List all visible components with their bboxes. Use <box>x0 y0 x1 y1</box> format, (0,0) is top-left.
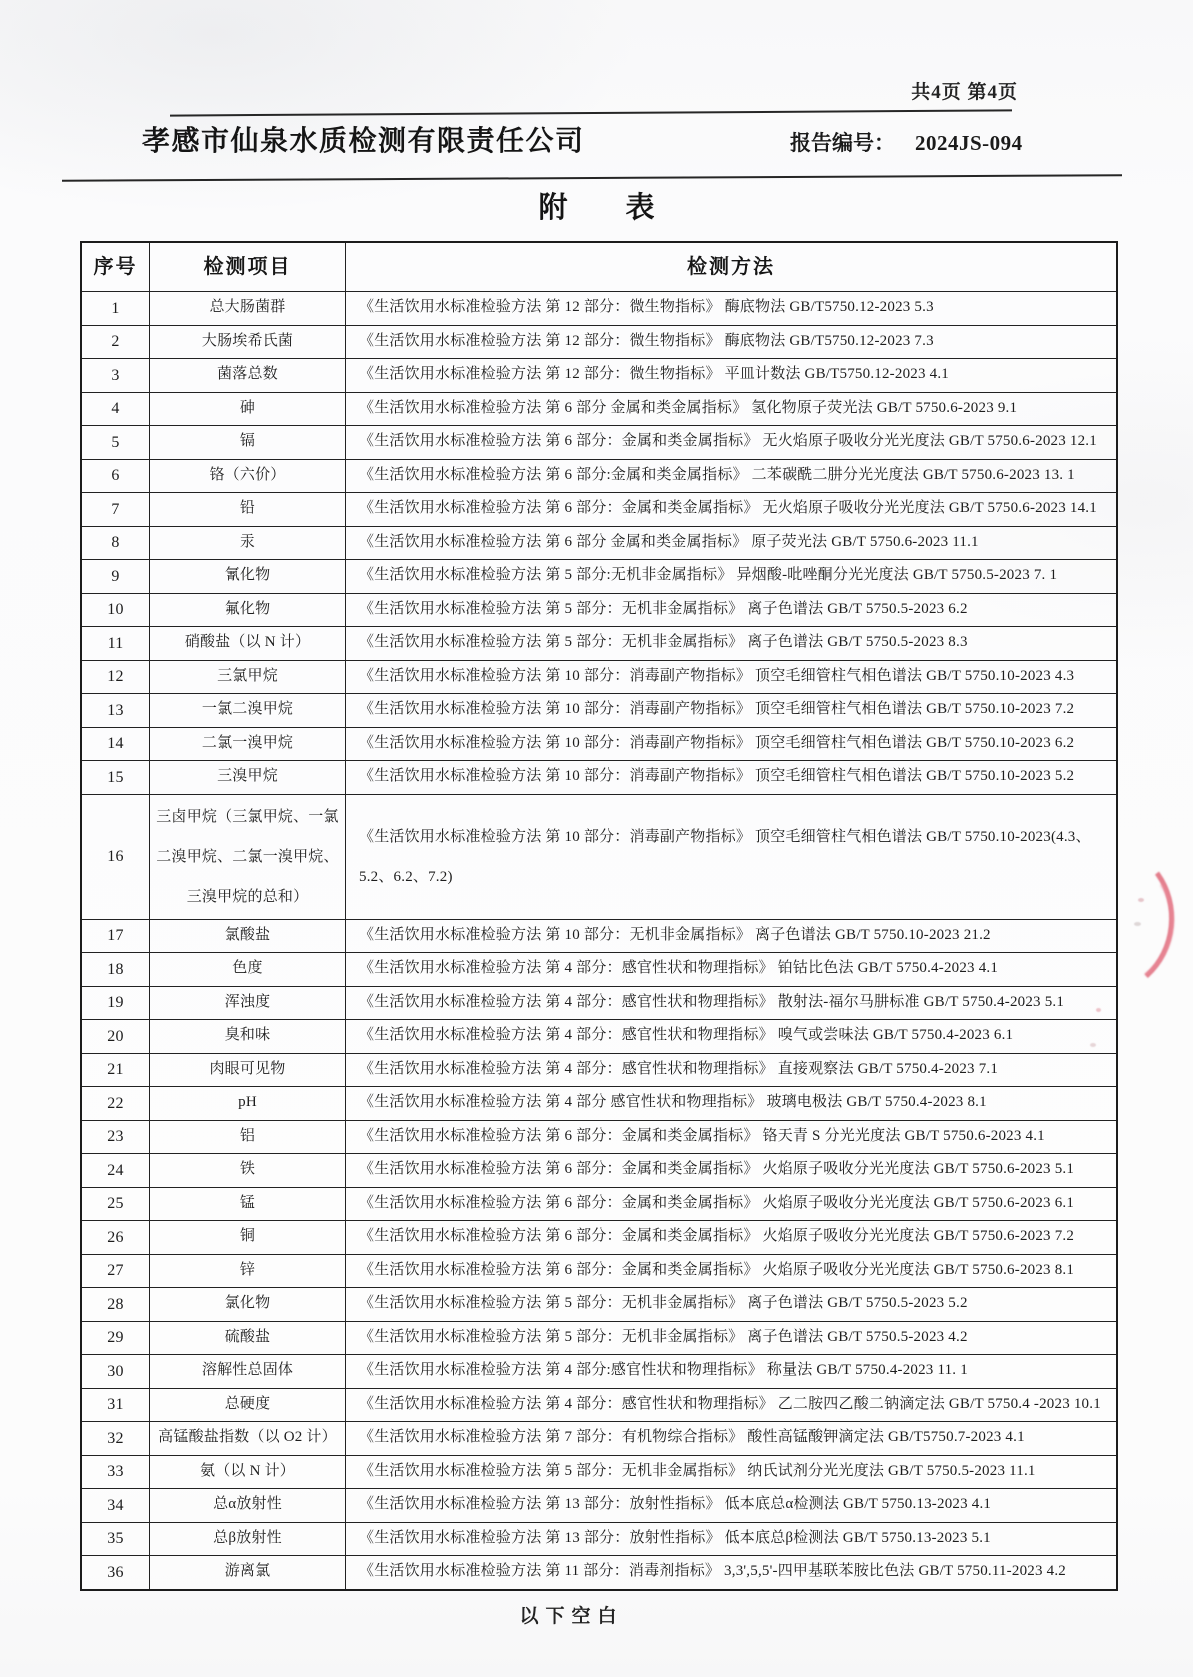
method-cell: 《生活饮用水标准检验方法 第 6 部分 金属和类金属指标》 原子荧光法 GB/T 5750.6-2023 11.1 <box>359 533 979 550</box>
table-row <box>82 919 1116 953</box>
item-cell: 大肠埃希氏菌 <box>150 326 346 359</box>
item-cell: 浑浊度 <box>150 987 346 1020</box>
method-cell: 《生活饮用水标准检验方法 第 4 部分：感官性状和物理指标》 乙二胺四乙酸二钠滴定法 GB/T 5750.4 -2023 10.1 <box>359 1395 1101 1412</box>
item-cell: 氯酸盐 <box>150 920 346 953</box>
row-number-cell: 19 <box>82 987 150 1020</box>
table-row <box>82 559 1116 593</box>
table-row <box>82 593 1116 627</box>
item-cell: 镉 <box>150 426 346 459</box>
item-cell: 铅 <box>150 493 346 526</box>
table-row <box>82 1019 1116 1053</box>
item-cell: 臭和味 <box>150 1020 346 1053</box>
method-cell: 《生活饮用水标准检验方法 第 6 部分：金属和类金属指标》 铬天青 S 分光光度法 GB/T 5750.6-2023 4.1 <box>359 1127 1045 1144</box>
table-row <box>82 1086 1116 1120</box>
row-number-cell: 14 <box>82 728 150 761</box>
method-cell: 《生活饮用水标准检验方法 第 6 部分：金属和类金属指标》 火焰原子吸收分光光度法 GB/T 5750.6-2023 7.2 <box>359 1228 1075 1245</box>
method-cell: 《生活饮用水标准检验方法 第 13 部分：放射性指标》 低本底总β检测法 GB/T 5750.13-2023 5.1 <box>359 1529 991 1546</box>
item-cell: 铬（六价） <box>150 460 346 493</box>
method-cell: 《生活饮用水标准检验方法 第 10 部分：消毒副产物指标》 顶空毛细管柱气相色谱法 GB/T 5750.10-2023 5.2 <box>359 768 1075 785</box>
item-cell: 硝酸盐（以 N 计） <box>150 627 346 660</box>
item-cell: 硫酸盐 <box>150 1322 346 1355</box>
item-cell: 锌 <box>150 1255 346 1288</box>
method-cell: 《生活饮用水标准检验方法 第 13 部分：放射性指标》 低本底总α检测法 GB/T 5750.13-2023 4.1 <box>359 1496 992 1513</box>
row-number-cell: 32 <box>82 1422 150 1455</box>
table-row <box>82 660 1116 694</box>
row-number-cell: 9 <box>82 560 150 593</box>
method-cell: 《生活饮用水标准检验方法 第 6 部分：金属和类金属指标》 火焰原子吸收分光光度法 GB/T 5750.6-2023 6.1 <box>359 1194 1075 1211</box>
header-bottom-rule <box>62 174 1122 182</box>
method-cell: 《生活饮用水标准检验方法 第 12 部分：微生物指标》 酶底物法 GB/T5750.12-2023 7.3 <box>359 332 934 349</box>
header-top-rule <box>170 109 1012 116</box>
item-cell: pH <box>150 1087 346 1120</box>
stamp-ink-speck <box>1138 898 1144 902</box>
report-number-value: 2024JS-094 <box>915 131 1023 155</box>
row-number-cell: 7 <box>82 493 150 526</box>
row-number-cell: 20 <box>82 1020 150 1053</box>
item-cell: 三卤甲烷（三氯甲烷、一氯二溴甲烷、二氯一溴甲烷、三溴甲烷的总和） <box>150 795 346 919</box>
item-cell: 氯化物 <box>150 1288 346 1321</box>
row-number-cell: 13 <box>82 694 150 727</box>
table-row <box>82 392 1116 426</box>
method-cell: 《生活饮用水标准检验方法 第 10 部分：消毒副产物指标》 顶空毛细管柱气相色谱法 GB/T 5750.10-2023 4.3 <box>359 667 1075 684</box>
table-row <box>82 693 1116 727</box>
row-number-cell: 16 <box>82 795 150 919</box>
item-cell: 色度 <box>150 953 346 986</box>
row-number-cell: 6 <box>82 460 150 493</box>
stamp-ink-speck <box>1090 1043 1096 1047</box>
item-cell: 铜 <box>150 1221 346 1254</box>
table-row <box>82 526 1116 560</box>
header-item-column: 检测项目 <box>150 243 346 291</box>
item-cell: 总α放射性 <box>150 1489 346 1522</box>
row-number-cell: 30 <box>82 1355 150 1388</box>
table-row <box>82 1187 1116 1221</box>
item-cell: 二氯一溴甲烷 <box>150 728 346 761</box>
table-row <box>82 727 1116 761</box>
table-row <box>82 1522 1116 1556</box>
table-row <box>82 1321 1116 1355</box>
row-number-cell: 26 <box>82 1221 150 1254</box>
item-cell: 三溴甲烷 <box>150 761 346 794</box>
table-row <box>82 1421 1116 1455</box>
item-cell: 氰化物 <box>150 560 346 593</box>
row-number-cell: 36 <box>82 1556 150 1589</box>
row-number-cell: 33 <box>82 1456 150 1489</box>
row-number-cell: 24 <box>82 1154 150 1187</box>
item-cell: 铁 <box>150 1154 346 1187</box>
item-cell: 锰 <box>150 1188 346 1221</box>
table-row <box>82 1388 1116 1422</box>
method-cell: 《生活饮用水标准检验方法 第 7 部分：有机物综合指标》 酸性高锰酸钾滴定法 GB/T5750.7-2023 4.1 <box>359 1429 1025 1446</box>
row-number-cell: 12 <box>82 661 150 694</box>
item-cell: 游离氯 <box>150 1556 346 1589</box>
method-cell: 《生活饮用水标准检验方法 第 10 部分：无机非金属指标》 离子色谱法 GB/T 5750.10-2023 21.2 <box>359 926 991 943</box>
method-cell: 《生活饮用水标准检验方法 第 4 部分：感官性状和物理指标》 散射法-福尔马肼标准 GB/T 5750.4-2023 5.1 <box>359 993 1065 1010</box>
row-number-cell: 10 <box>82 594 150 627</box>
method-cell: 《生活饮用水标准检验方法 第 4 部分:感官性状和物理指标》 称量法 GB/T 5750.4-2023 11. 1 <box>359 1362 968 1379</box>
method-cell: 《生活饮用水标准检验方法 第 5 部分：无机非金属指标》 纳氏试剂分光光度法 GB/T 5750.5-2023 11.1 <box>359 1462 1036 1479</box>
row-number-cell: 29 <box>82 1322 150 1355</box>
table-row <box>82 325 1116 359</box>
method-cell: 《生活饮用水标准检验方法 第 6 部分：金属和类金属指标》 无火焰原子吸收分光光度法 GB/T 5750.6-2023 12.1 <box>359 433 1097 450</box>
test-methods-table <box>80 241 1118 1591</box>
method-cell: 《生活饮用水标准检验方法 第 11 部分：消毒剂指标》 3,3',5,5'-四甲基联苯胺比色法 GB/T 5750.11-2023 4.2 <box>359 1563 1066 1580</box>
table-header-row <box>82 243 1116 291</box>
row-number-cell: 22 <box>82 1087 150 1120</box>
stamp-ink-speck <box>1096 1008 1101 1012</box>
row-number-cell: 21 <box>82 1054 150 1087</box>
method-cell: 《生活饮用水标准检验方法 第 4 部分 感官性状和物理指标》 玻璃电极法 GB/T 5750.4-2023 8.1 <box>359 1094 987 1111</box>
item-cell: 砷 <box>150 393 346 426</box>
table-row <box>82 1555 1116 1589</box>
row-number-cell: 11 <box>82 627 150 660</box>
table-row <box>82 1488 1116 1522</box>
table-row <box>82 1153 1116 1187</box>
method-cell: 《生活饮用水标准检验方法 第 6 部分：金属和类金属指标》 火焰原子吸收分光光度法 GB/T 5750.6-2023 5.1 <box>359 1161 1075 1178</box>
row-number-cell: 17 <box>82 920 150 953</box>
method-cell: 《生活饮用水标准检验方法 第 6 部分：金属和类金属指标》 无火焰原子吸收分光光度法 GB/T 5750.6-2023 14.1 <box>359 500 1097 517</box>
method-cell: 《生活饮用水标准检验方法 第 5 部分：无机非金属指标》 离子色谱法 GB/T 5750.5-2023 6.2 <box>359 600 968 617</box>
method-cell: 《生活饮用水标准检验方法 第 6 部分:金属和类金属指标》 二苯碳酰二肼分光光度法 GB/T 5750.6-2023 13. 1 <box>359 466 1075 483</box>
row-number-cell: 3 <box>82 359 150 392</box>
table-row <box>82 1254 1116 1288</box>
table-row <box>82 626 1116 660</box>
table-rows <box>82 291 1116 1589</box>
item-cell: 总硬度 <box>150 1389 346 1422</box>
row-number-cell: 35 <box>82 1523 150 1556</box>
method-cell: 《生活饮用水标准检验方法 第 12 部分：微生物指标》 平皿计数法 GB/T5750.12-2023 4.1 <box>359 366 949 383</box>
table-row <box>82 760 1116 794</box>
row-number-cell: 15 <box>82 761 150 794</box>
method-cell: 《生活饮用水标准检验方法 第 6 部分 金属和类金属指标》 氢化物原子荧光法 GB/T 5750.6-2023 9.1 <box>359 399 1018 416</box>
method-cell: 《生活饮用水标准检验方法 第 10 部分：消毒副产物指标》 顶空毛细管柱气相色谱法 GB/T 5750.10-2023 6.2 <box>359 734 1075 751</box>
row-number-cell: 31 <box>82 1389 150 1422</box>
report-number <box>790 127 1023 157</box>
row-number-cell: 8 <box>82 527 150 560</box>
method-cell: 《生活饮用水标准检验方法 第 12 部分：微生物指标》 酶底物法 GB/T5750.12-2023 5.3 <box>359 299 934 316</box>
table-row <box>82 952 1116 986</box>
item-cell: 溶解性总固体 <box>150 1355 346 1388</box>
method-cell: 《生活饮用水标准检验方法 第 5 部分：无机非金属指标》 离子色谱法 GB/T 5750.5-2023 5.2 <box>359 1295 968 1312</box>
row-number-cell: 28 <box>82 1288 150 1321</box>
row-number-cell: 34 <box>82 1489 150 1522</box>
table-row <box>82 1287 1116 1321</box>
row-number-cell: 27 <box>82 1255 150 1288</box>
table-row <box>82 1220 1116 1254</box>
company-name: 孝感市仙泉水质检测有限责任公司 <box>142 125 585 156</box>
header-no-column: 序号 <box>82 243 150 291</box>
item-cell: 一氯二溴甲烷 <box>150 694 346 727</box>
report-number-label: 报告编号： <box>790 131 895 155</box>
page-marker: 共4页 第4页 <box>911 82 1018 103</box>
table-row <box>82 986 1116 1020</box>
row-number-cell: 4 <box>82 393 150 426</box>
table-row <box>82 794 1116 919</box>
row-number-cell: 1 <box>82 292 150 325</box>
row-number-cell: 18 <box>82 953 150 986</box>
row-number-cell: 23 <box>82 1121 150 1154</box>
method-cell: 《生活饮用水标准检验方法 第 4 部分：感官性状和物理指标》 铂钴比色法 GB/T 5750.4-2023 4.1 <box>359 960 999 977</box>
item-cell: 汞 <box>150 527 346 560</box>
table-row <box>82 1354 1116 1388</box>
method-cell: 《生活饮用水标准检验方法 第 10 部分：消毒副产物指标》 顶空毛细管柱气相色谱法 GB/T 5750.10-2023(4.3、5.2、6.2、7.2) <box>359 828 1091 885</box>
method-cell: 《生活饮用水标准检验方法 第 4 部分：感官性状和物理指标》 嗅气或尝味法 GB/T 5750.4-2023 6.1 <box>359 1027 1014 1044</box>
item-cell: 菌落总数 <box>150 359 346 392</box>
table-row <box>82 1120 1116 1154</box>
item-cell: 铝 <box>150 1121 346 1154</box>
table-row <box>82 1455 1116 1489</box>
method-cell: 《生活饮用水标准检验方法 第 4 部分：感官性状和物理指标》 直接观察法 GB/T 5750.4-2023 7.1 <box>359 1060 999 1077</box>
table-row <box>82 1053 1116 1087</box>
item-cell: 高锰酸盐指数（以 O2 计） <box>150 1422 346 1455</box>
stamp-ink-speck <box>1134 922 1141 926</box>
table-row <box>82 358 1116 392</box>
method-cell: 《生活饮用水标准检验方法 第 10 部分：消毒副产物指标》 顶空毛细管柱气相色谱法 GB/T 5750.10-2023 7.2 <box>359 701 1075 718</box>
item-cell: 总β放射性 <box>150 1523 346 1556</box>
table-row <box>82 425 1116 459</box>
item-cell: 总大肠菌群 <box>150 292 346 325</box>
footer-note: 以下空白 <box>519 1606 624 1627</box>
method-cell: 《生活饮用水标准检验方法 第 5 部分：无机非金属指标》 离子色谱法 GB/T 5750.5-2023 4.2 <box>359 1328 968 1345</box>
table-row <box>82 291 1116 325</box>
method-cell: 《生活饮用水标准检验方法 第 6 部分：金属和类金属指标》 火焰原子吸收分光光度法 GB/T 5750.6-2023 8.1 <box>359 1261 1075 1278</box>
item-cell: 氨（以 N 计） <box>150 1456 346 1489</box>
item-cell: 三氯甲烷 <box>150 661 346 694</box>
item-cell: 氟化物 <box>150 594 346 627</box>
table-row <box>82 459 1116 493</box>
table-row <box>82 492 1116 526</box>
row-number-cell: 5 <box>82 426 150 459</box>
method-cell: 《生活饮用水标准检验方法 第 5 部分:无机非金属指标》 异烟酸-吡唑酮分光光度法 GB/T 5750.5-2023 7. 1 <box>359 567 1058 584</box>
method-cell: 《生活饮用水标准检验方法 第 5 部分：无机非金属指标》 离子色谱法 GB/T 5750.5-2023 8.3 <box>359 634 968 651</box>
row-number-cell: 2 <box>82 326 150 359</box>
row-number-cell: 25 <box>82 1188 150 1221</box>
item-cell: 肉眼可见物 <box>150 1054 346 1087</box>
appendix-title: 附 表 <box>538 192 655 224</box>
header-method-column: 检测方法 <box>687 255 775 278</box>
